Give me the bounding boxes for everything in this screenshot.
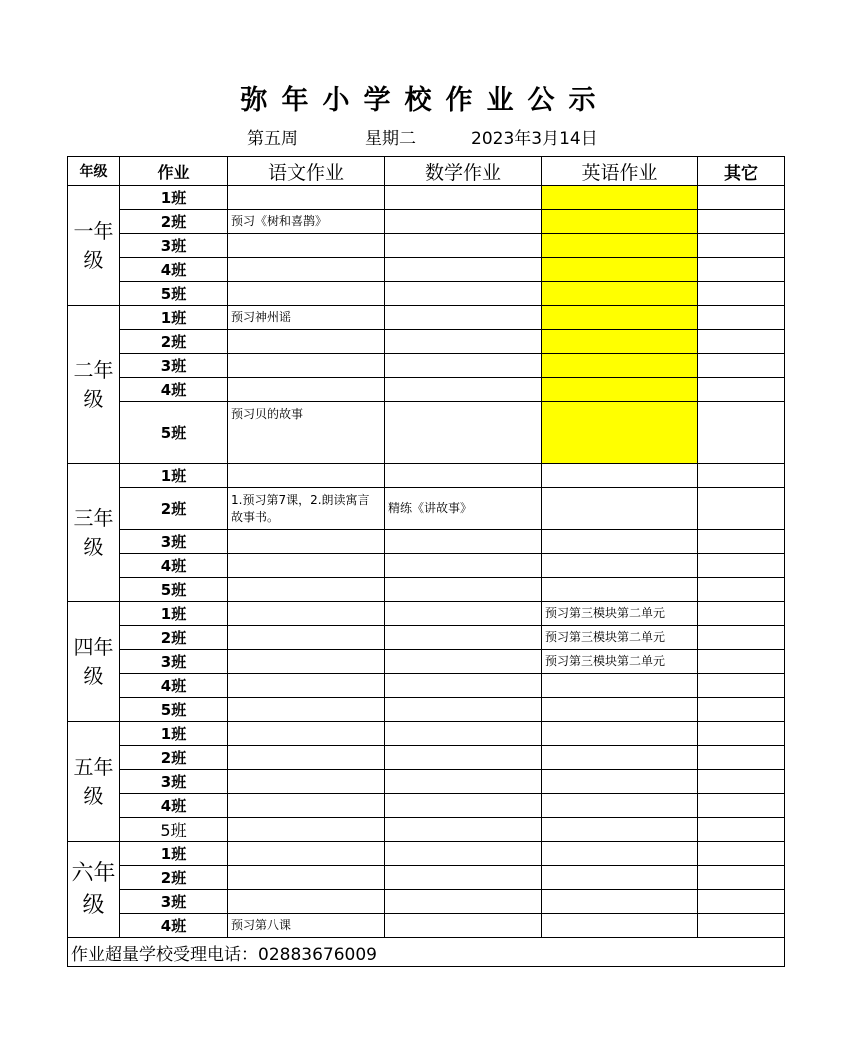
other-homework-cell (698, 210, 785, 234)
other-homework-cell (698, 234, 785, 258)
other-homework-cell (698, 530, 785, 554)
class-label: 4班 (120, 914, 228, 938)
chinese-homework-cell (228, 378, 385, 402)
header-other: 其它 (698, 157, 785, 186)
class-label: 3班 (120, 770, 228, 794)
math-homework-cell (385, 402, 542, 464)
table-header (68, 157, 785, 186)
math-homework-cell (385, 186, 542, 210)
math-homework-cell (385, 234, 542, 258)
chinese-homework-cell (228, 722, 385, 746)
header-grade: 年级 (68, 157, 120, 186)
english-homework-cell (542, 818, 698, 842)
math-homework-cell (385, 258, 542, 282)
other-homework-cell (698, 746, 785, 770)
english-homework-cell (542, 770, 698, 794)
english-homework-cell: 预习第三模块第二单元 (542, 626, 698, 650)
class-label: 5班 (120, 282, 228, 306)
english-homework-cell (542, 890, 698, 914)
table-row (68, 330, 785, 354)
english-homework-cell (542, 464, 698, 488)
grade-label: 六年级 (68, 842, 120, 938)
english-homework-cell (542, 186, 698, 210)
english-homework-cell (542, 578, 698, 602)
class-label: 2班 (120, 866, 228, 890)
chinese-homework-cell: 预习第八课 (228, 914, 385, 938)
chinese-homework-cell (228, 282, 385, 306)
other-homework-cell (698, 914, 785, 938)
other-homework-cell (698, 306, 785, 330)
class-label: 1班 (120, 602, 228, 626)
class-label: 4班 (120, 794, 228, 818)
grade-label: 一年级 (68, 186, 120, 306)
english-homework-cell (542, 330, 698, 354)
other-homework-cell (698, 258, 785, 282)
table-row (68, 378, 785, 402)
other-homework-cell (698, 866, 785, 890)
header-english: 英语作业 (542, 157, 698, 186)
class-label: 1班 (120, 842, 228, 866)
math-homework-cell (385, 866, 542, 890)
class-label: 1班 (120, 722, 228, 746)
table-row (68, 488, 785, 530)
table-row (68, 554, 785, 578)
math-homework-cell (385, 818, 542, 842)
math-homework-cell (385, 746, 542, 770)
other-homework-cell (698, 554, 785, 578)
other-homework-cell (698, 602, 785, 626)
table-row (68, 674, 785, 698)
math-homework-cell (385, 602, 542, 626)
other-homework-cell (698, 698, 785, 722)
class-label: 3班 (120, 890, 228, 914)
table-row (68, 258, 785, 282)
class-label: 2班 (120, 746, 228, 770)
class-label: 3班 (120, 234, 228, 258)
chinese-homework-cell (228, 464, 385, 488)
chinese-homework-cell (228, 186, 385, 210)
other-homework-cell (698, 354, 785, 378)
english-homework-cell (542, 698, 698, 722)
other-homework-cell (698, 650, 785, 674)
class-label: 4班 (120, 378, 228, 402)
math-homework-cell (385, 378, 542, 402)
math-homework-cell (385, 626, 542, 650)
chinese-homework-cell (228, 530, 385, 554)
table-row (68, 306, 785, 330)
math-homework-cell (385, 354, 542, 378)
weekday-label: 星期二 (365, 129, 416, 149)
math-homework-cell (385, 464, 542, 488)
class-label: 3班 (120, 354, 228, 378)
other-homework-cell (698, 330, 785, 354)
table-row (68, 818, 785, 842)
header-math: 数学作业 (385, 157, 542, 186)
english-homework-cell (542, 674, 698, 698)
class-label: 2班 (120, 210, 228, 234)
english-homework-cell (542, 488, 698, 530)
other-homework-cell (698, 794, 785, 818)
math-homework-cell (385, 794, 542, 818)
english-homework-cell (542, 354, 698, 378)
english-homework-cell (542, 914, 698, 938)
math-homework-cell (385, 578, 542, 602)
english-homework-cell (542, 530, 698, 554)
math-homework-cell (385, 282, 542, 306)
english-homework-cell (542, 282, 698, 306)
chinese-homework-cell (228, 578, 385, 602)
math-homework-cell (385, 674, 542, 698)
table-row (68, 842, 785, 866)
math-homework-cell (385, 842, 542, 866)
english-homework-cell: 预习第三模块第二单元 (542, 650, 698, 674)
chinese-homework-cell (228, 650, 385, 674)
table-row (68, 234, 785, 258)
table-row (68, 890, 785, 914)
table-row (68, 464, 785, 488)
table-row (68, 698, 785, 722)
english-homework-cell (542, 210, 698, 234)
class-label: 2班 (120, 626, 228, 650)
table-row (68, 530, 785, 554)
class-label: 1班 (120, 186, 228, 210)
grade-label: 四年级 (68, 602, 120, 722)
homework-table (67, 156, 785, 967)
chinese-homework-cell (228, 258, 385, 282)
other-homework-cell (698, 626, 785, 650)
english-homework-cell (542, 258, 698, 282)
other-homework-cell (698, 186, 785, 210)
chinese-homework-cell (228, 626, 385, 650)
class-label: 4班 (120, 674, 228, 698)
chinese-homework-cell: 预习《树和喜鹊》 (228, 210, 385, 234)
chinese-homework-cell (228, 330, 385, 354)
table-row (68, 746, 785, 770)
other-homework-cell (698, 578, 785, 602)
table-row (68, 770, 785, 794)
grade-label: 三年级 (68, 464, 120, 602)
class-label: 5班 (120, 698, 228, 722)
chinese-homework-cell (228, 794, 385, 818)
class-label: 1班 (120, 306, 228, 330)
english-homework-cell (542, 402, 698, 464)
chinese-homework-cell (228, 554, 385, 578)
class-label: 1班 (120, 464, 228, 488)
table-row (68, 794, 785, 818)
english-homework-cell (542, 306, 698, 330)
math-homework-cell (385, 330, 542, 354)
class-label: 3班 (120, 530, 228, 554)
class-label: 5班 (120, 578, 228, 602)
table-row (68, 402, 785, 464)
chinese-homework-cell (228, 818, 385, 842)
table-row (68, 626, 785, 650)
english-homework-cell (542, 554, 698, 578)
table-row (68, 282, 785, 306)
class-label: 4班 (120, 554, 228, 578)
english-homework-cell (542, 842, 698, 866)
grade-label: 五年级 (68, 722, 120, 842)
class-label: 2班 (120, 488, 228, 530)
english-homework-cell (542, 378, 698, 402)
table-body (68, 186, 785, 938)
math-homework-cell (385, 554, 542, 578)
chinese-homework-cell (228, 842, 385, 866)
table-row (68, 866, 785, 890)
header-homework: 作业 (120, 157, 228, 186)
math-homework-cell (385, 306, 542, 330)
table-row (68, 650, 785, 674)
other-homework-cell (698, 488, 785, 530)
math-homework-cell (385, 650, 542, 674)
table-row (68, 914, 785, 938)
english-homework-cell (542, 234, 698, 258)
chinese-homework-cell (228, 602, 385, 626)
other-homework-cell (698, 722, 785, 746)
math-homework-cell (385, 770, 542, 794)
complaint-hotline: 作业超量学校受理电话：02883676009 (68, 938, 785, 967)
class-label: 5班 (120, 402, 228, 464)
table-row (68, 722, 785, 746)
chinese-homework-cell (228, 866, 385, 890)
math-homework-cell (385, 698, 542, 722)
math-homework-cell (385, 890, 542, 914)
chinese-homework-cell (228, 698, 385, 722)
table-row (68, 602, 785, 626)
class-label: 2班 (120, 330, 228, 354)
class-label: 3班 (120, 650, 228, 674)
chinese-homework-cell: 预习贝的故事 (228, 402, 385, 464)
math-homework-cell (385, 722, 542, 746)
class-label: 4班 (120, 258, 228, 282)
chinese-homework-cell (228, 674, 385, 698)
english-homework-cell: 预习第三模块第二单元 (542, 602, 698, 626)
other-homework-cell (698, 818, 785, 842)
class-label: 5班 (120, 818, 228, 842)
other-homework-cell (698, 464, 785, 488)
table-row (68, 210, 785, 234)
grade-label: 二年级 (68, 306, 120, 464)
header-chinese: 语文作业 (228, 157, 385, 186)
chinese-homework-cell: 1.预习第7课，2.朗读寓言故事书。 (228, 488, 385, 530)
date-label: 2023年3月14日 (471, 129, 598, 149)
english-homework-cell (542, 794, 698, 818)
other-homework-cell (698, 674, 785, 698)
other-homework-cell (698, 402, 785, 464)
chinese-homework-cell (228, 354, 385, 378)
other-homework-cell (698, 890, 785, 914)
page-title: 弥年小学校作业公示 (240, 85, 610, 116)
chinese-homework-cell (228, 890, 385, 914)
chinese-homework-cell (228, 770, 385, 794)
english-homework-cell (542, 722, 698, 746)
other-homework-cell (698, 282, 785, 306)
other-homework-cell (698, 770, 785, 794)
math-homework-cell (385, 210, 542, 234)
chinese-homework-cell (228, 234, 385, 258)
table-row (68, 186, 785, 210)
chinese-homework-cell: 预习神州谣 (228, 306, 385, 330)
math-homework-cell (385, 530, 542, 554)
chinese-homework-cell (228, 746, 385, 770)
math-homework-cell (385, 914, 542, 938)
week-label: 第五周 (247, 129, 298, 149)
other-homework-cell (698, 842, 785, 866)
table-row (68, 354, 785, 378)
english-homework-cell (542, 866, 698, 890)
math-homework-cell: 精练《讲故事》 (385, 488, 542, 530)
other-homework-cell (698, 378, 785, 402)
table-row (68, 578, 785, 602)
english-homework-cell (542, 746, 698, 770)
